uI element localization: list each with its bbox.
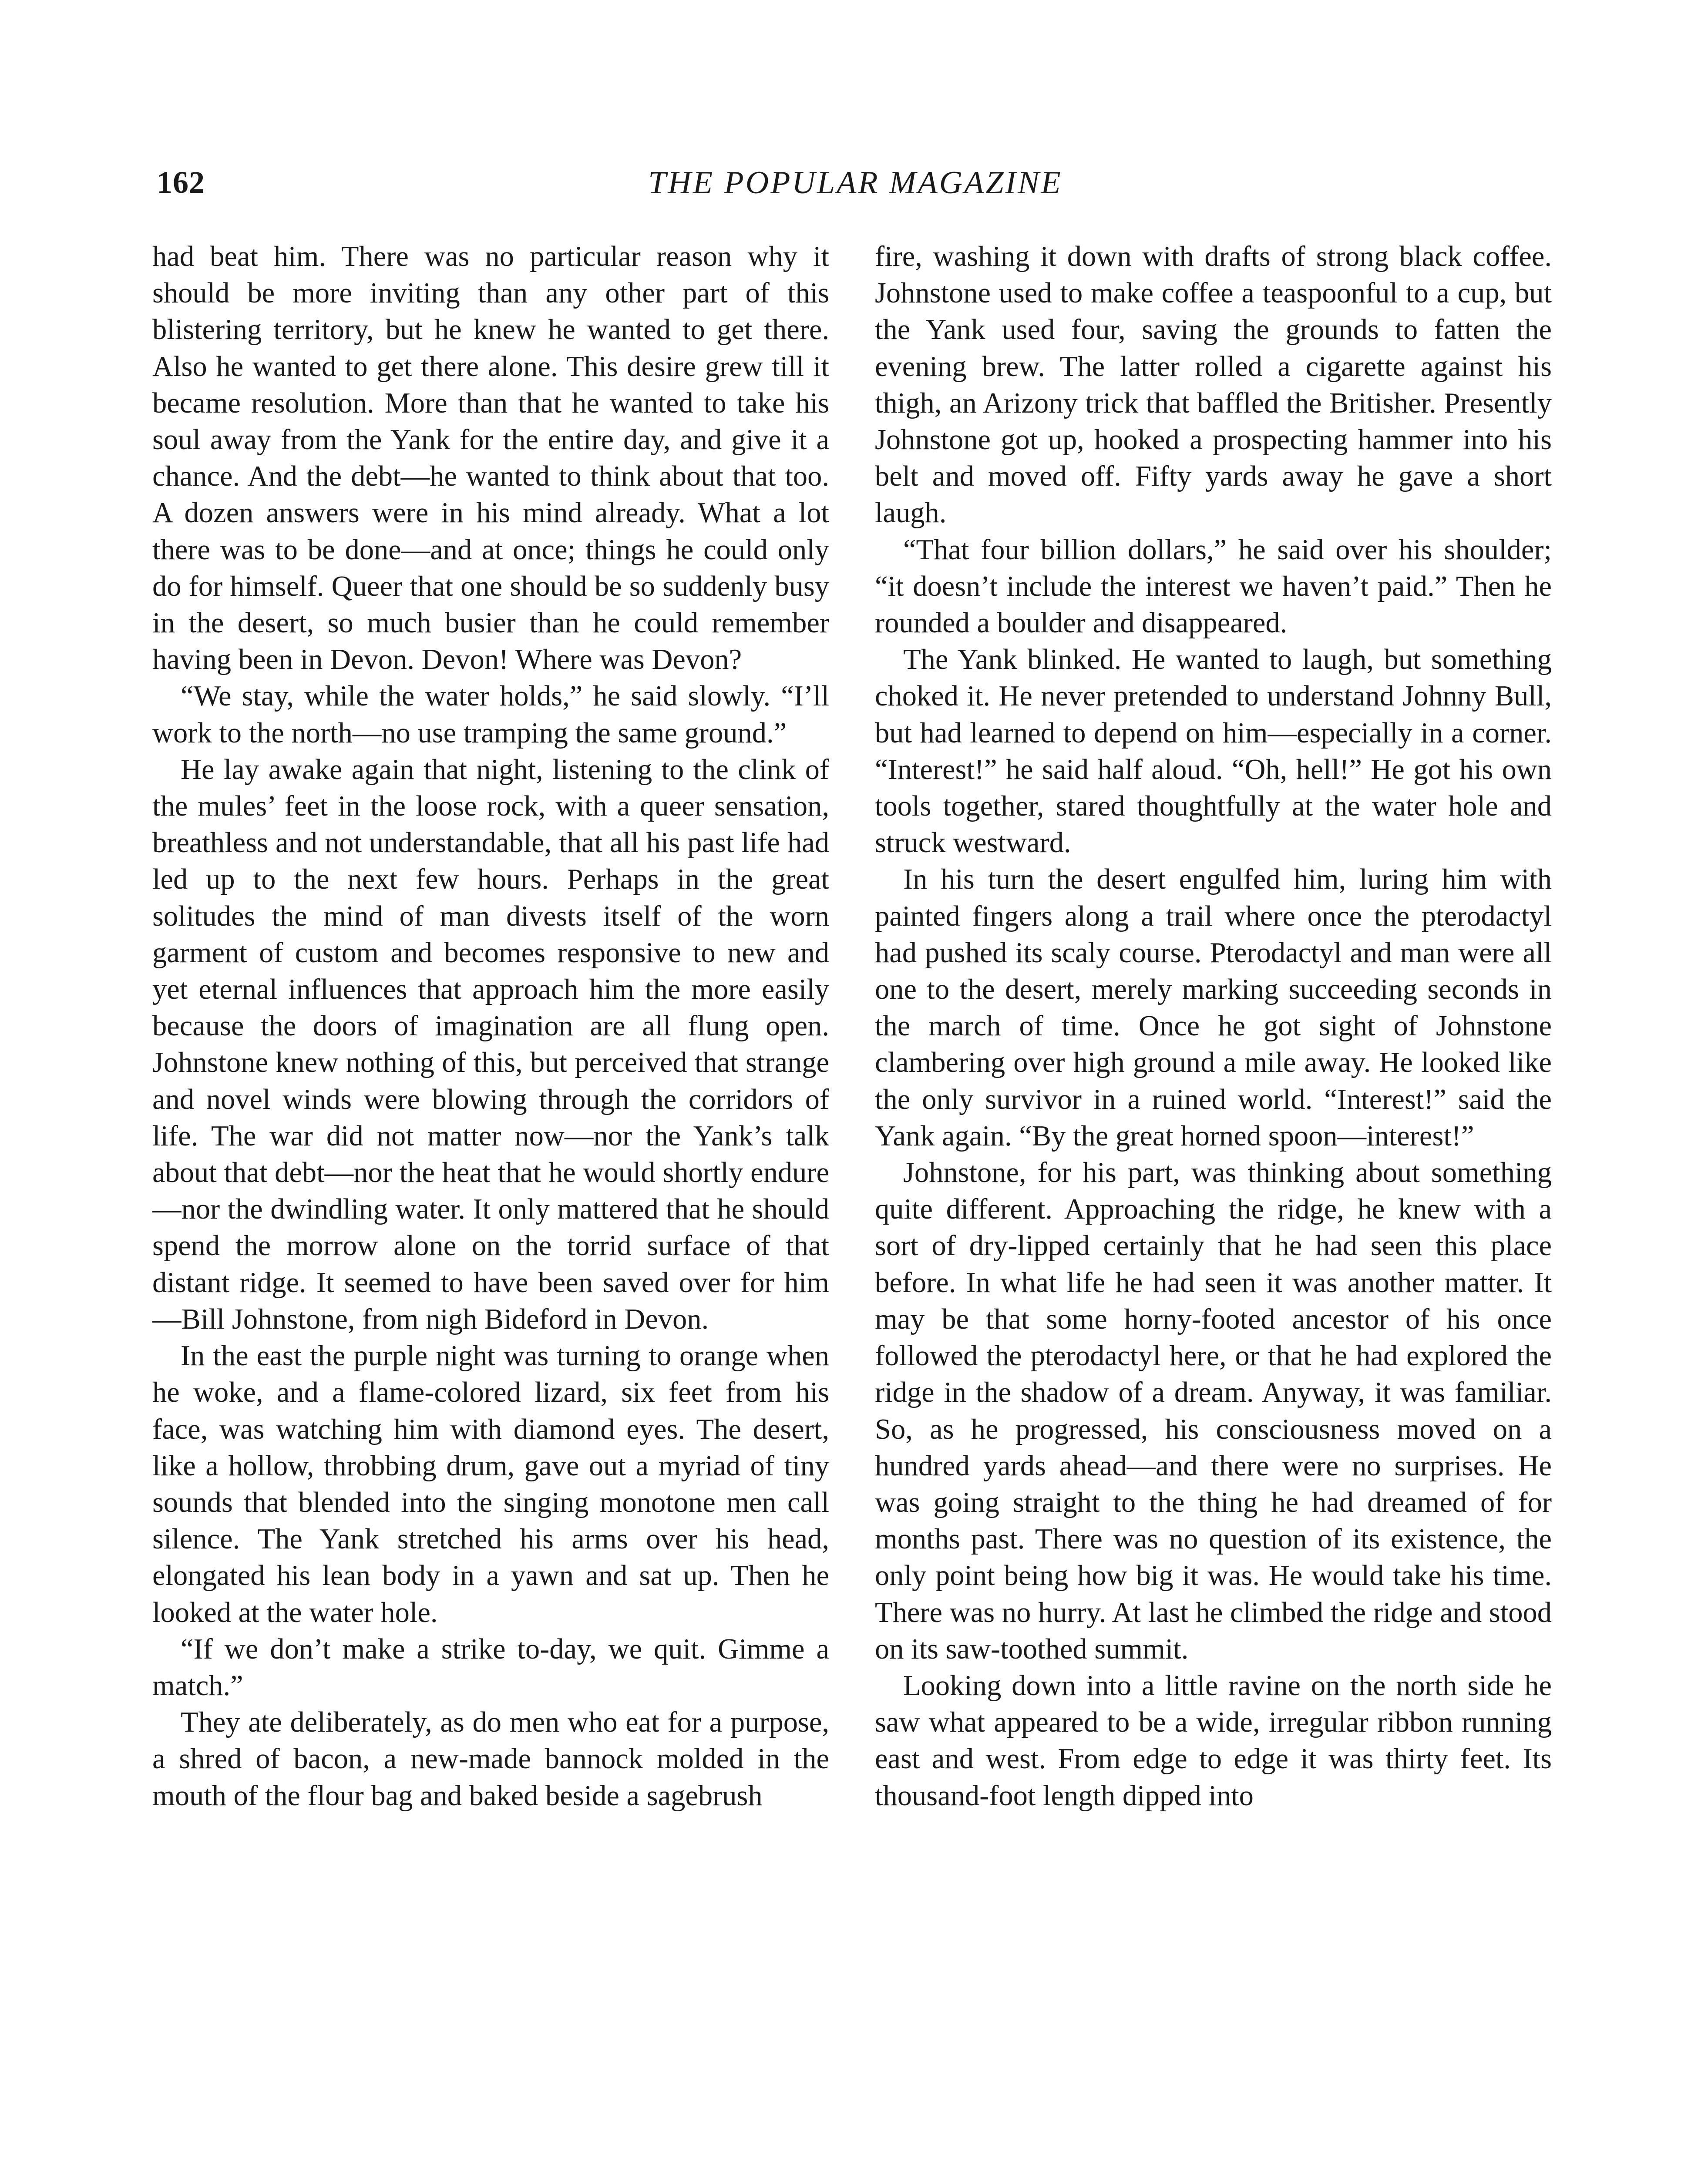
paragraph: had beat him. There was no particular reason why it should be more inviting than any other part of this blistering territory, but he knew he wanted to get there. Also he wanted to get there alone. This desire grew till it became resolution. More than that he wanted to take his soul away from the Yank for the entire day, and give it a chance. And the debt—he wanted to think about that too. A dozen answers were in his mind already. What a lot there was to be done—and at once; things he could only do for himself. Queer that one should be so suddenly busy in the desert, so much busier than he could remember having been in Devon. Devon! Where was Devon? xyxy=(152,241,829,676)
text-column-right xyxy=(875,238,1552,1814)
page-number: 162 xyxy=(157,165,205,200)
paragraph: In his turn the desert engulfed him, luring him with painted fingers along a trail where once the pterodactyl had pushed its scaly course. Pterodactyl and man were all one to the desert, merely marking succeeding seconds in the march of time. Once he got sight of Johnstone clambering over high ground a mile away. He looked like the only survivor in a ruined world. “Interest!” said the Yank again. “By the great horned spoon—interest!” xyxy=(875,863,1552,1152)
paragraph: “That four billion dollars,” he said over his shoulder; “it doesn’t include the interest we haven’t paid.” Then he rounded a boulder and disappeared. xyxy=(875,534,1552,639)
paragraph: He lay awake again that night, listening to the clink of the mules’ feet in the loose rock, with a queer sensation, breathless and not understandable, that all his past life had led up to the next few hours. Perhaps in the great solitudes the mind of man divests itself of the worn garment of custom and becomes responsive to new and yet eternal influences that approach him the more easily because the doors of imagination are all flung open. Johnstone knew nothing of this, but perceived that strange and novel winds were blowing through the corridors of life. The war did not matter now—nor the Yank’s talk about that debt—nor the heat that he would shortly endure—nor the dwindling water. It only mattered that he should spend the morrow alone on the torrid surface of that distant ridge. It seemed to have been saved over for him—Bill Johnstone, from nigh Bideford in Devon. xyxy=(152,753,829,1335)
paragraph: They ate deliberately, as do men who eat for a purpose, a shred of bacon, a new-made bannock molded in the mouth of the flour bag and baked beside a sagebrush xyxy=(152,1706,829,1812)
page-header xyxy=(157,165,1554,212)
paragraph: Looking down into a little ravine on the north side he saw what appeared to be a wide, irregular ribbon running east and west. From edge to edge it was thirty feet. Its thousand-foot length dipped into xyxy=(875,1669,1552,1812)
paragraph: “We stay, while the water holds,” he said slowly. “I’ll work to the north—no use tramping the same ground.” xyxy=(152,680,829,749)
paragraph: The Yank blinked. He wanted to laugh, but something choked it. He never pretended to understand Johnny Bull, but had learned to depend on him—especially in a corner. “Interest!” he said half aloud. “Oh, hell!” He got his own tools together, stared thoughtfully at the water hole and struck westward. xyxy=(875,644,1552,859)
paragraph: “If we don’t make a strike to-day, we quit. Gimme a match.” xyxy=(152,1633,829,1702)
text-column-left xyxy=(152,238,829,1814)
paragraph: fire, washing it down with drafts of strong black coffee. Johnstone used to make coffee a teaspoonful to a cup, but the Yank used four, saving the grounds to fatten the evening brew. The latter rolled a cigarette against his thigh, an Arizony trick that baffled the Britisher. Presently Johnstone got up, hooked a prospecting hammer into his belt and moved off. Fifty yards away he gave a short laugh. xyxy=(875,241,1552,529)
paragraph: Johnstone, for his part, was thinking about something quite different. Approaching the ridge, he knew with a sort of dry-lipped certainly that he had seen this place before. In what life he had seen it was another matter. It may be that some horny-footed ancestor of his once followed the pterodactyl here, or that he had explored the ridge in the shadow of a dream. Anyway, it was familiar. So, as he progressed, his consciousness moved on a hundred yards ahead—and there were no surprises. He was going straight to the thing he had dreamed of for months past. There was no question of its existence, the only point being how big it was. He would take his time. There was no hurry. At last he climbed the ridge and stood on its saw-toothed summit. xyxy=(875,1157,1552,1665)
running-title: THE POPULAR MAGAZINE xyxy=(648,165,1062,201)
paragraph: In the east the purple night was turning to orange when he woke, and a flame-colored lizard, six feet from his face, was watching him with diamond eyes. The desert, like a hollow, throbbing drum, gave out a myriad of tiny sounds that blended into the singing monotone men call silence. The Yank stretched his arms over his head, elongated his lean body in a yawn and sat up. Then he looked at the water hole. xyxy=(152,1340,829,1629)
